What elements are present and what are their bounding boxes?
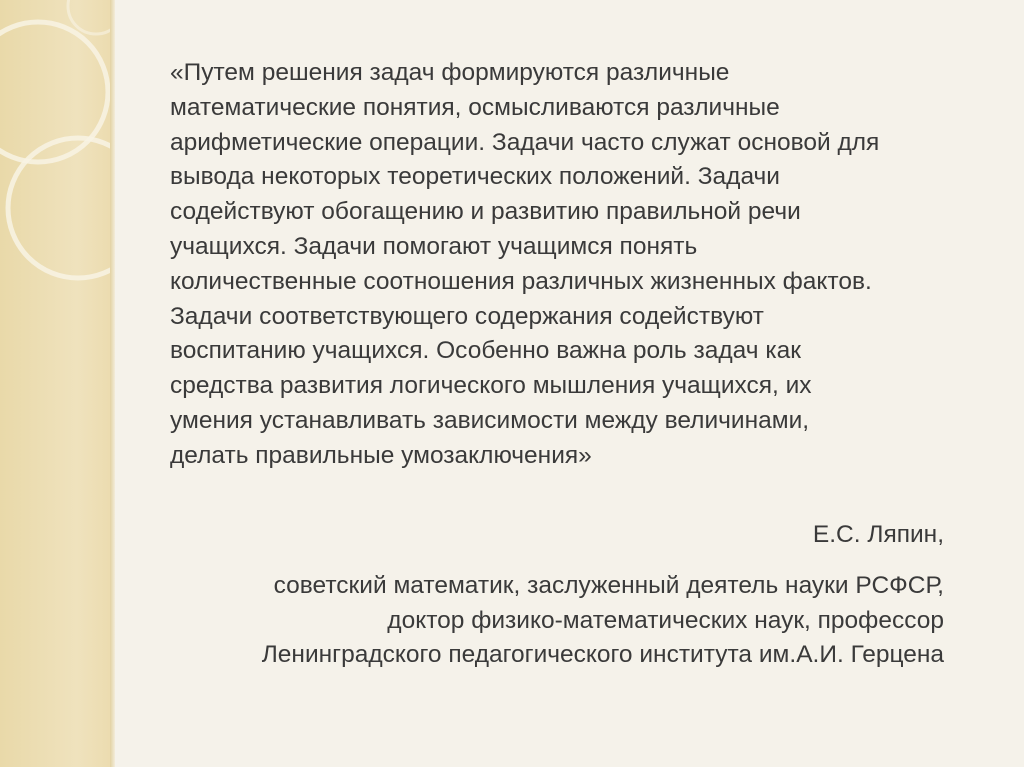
quote-line: арифметические операции. Задачи часто служат основой для [170, 128, 880, 156]
attribution-block [144, 518, 944, 673]
author-detail-line: советский математик, заслуженный деятель науки РСФСР, [273, 571, 944, 599]
author-name: Е.С. Ляпин, [812, 521, 944, 548]
author-detail-line: доктор физико-математических наук, профессор [387, 606, 944, 634]
quote-line: воспитанию учащихся. Особенно важна роль задач как [170, 337, 801, 365]
quote-line: умения устанавливать зависимости между величинами, [170, 406, 810, 434]
quote-line: количественные соотношения различных жизненных фактов. [170, 267, 872, 295]
quote-line: вывода некоторых теоретических положений. Задачи [170, 163, 780, 191]
quote-line: делать правильные умозаключения» [170, 441, 592, 469]
quote-line: содействуют обогащению и развитию правильной речи [170, 198, 801, 226]
quote-line: Задачи соответствующего содержания содействуют [170, 302, 764, 330]
quote-line: математические понятия, осмысливаются различные [170, 93, 780, 121]
quote-line: «Путем решения задач формируются различные [170, 59, 730, 86]
quote-line: средства развития логического мышления учащихся, их [170, 372, 812, 400]
quote-block [170, 56, 960, 474]
decorative-circle-small [68, 0, 115, 34]
decorative-side-band [0, 0, 110, 767]
quote-line: учащихся. Задачи помогают учащимся понять [170, 232, 698, 260]
side-band-edge [110, 0, 115, 767]
author-detail-line: Ленинградского педагогического института им.А.И. Герцена [261, 641, 944, 669]
decorative-circles-graphic [0, 0, 115, 767]
